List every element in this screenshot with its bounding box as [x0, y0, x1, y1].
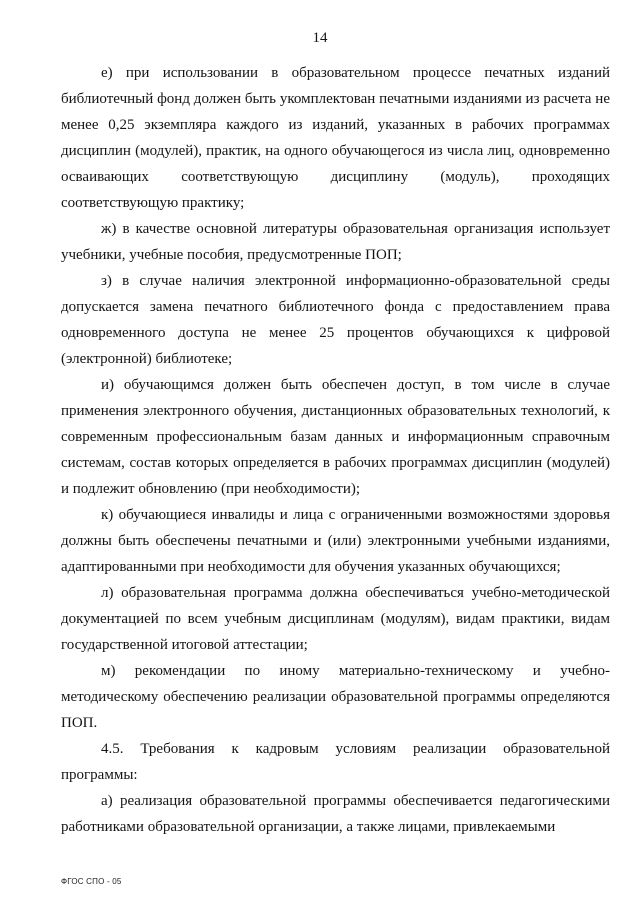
paragraph-i-database-access: и) обучающимся должен быть обеспечен доступ, в том числе в случае применения электронного обучения, дистанционных образовательных технологий, к современным профессиональным базам данных и информационным справочным системам, состав которых определяется в рабочих программах дисциплин (модулей) и подлежит обновлению (при необходимости); — [61, 377, 610, 497]
paragraph-a-staffing: а) реализация образовательной программы обеспечивается педагогическими работниками образовательной организации, а также лицами, привлекаемыми — [61, 793, 610, 835]
section-4-5-heading: 4.5. Требования к кадровым условиям реализации образовательной программы: — [61, 741, 610, 783]
paragraph-k-disabled-students: к) обучающиеся инвалиды и лица с ограниченными возможностями здоровья должны быть обеспечены печатными и (или) электронными учебными изданиями, адаптированными при необходимости для обучения указанных обучающихся; — [61, 507, 610, 575]
paragraph-l-methodical-docs: л) образовательная программа должна обеспечиваться учебно-методической документацией по всем учебным дисциплинам (модулям), видам практики, видам государственной итоговой аттестации; — [61, 585, 610, 653]
paragraph-e-library-fund: е) при использовании в образовательном процессе печатных изданий библиотечный фонд должен быть укомплектован печатными изданиями из расчета не менее 0,25 экземпляра каждого из изданий, указанных в рабочих программах дисциплин (модулей), практик, на одного обучающегося из числа лиц, одновременно осваивающих соответствующую дисциплину (модуль), проходящих соответствующую практику; — [61, 65, 610, 211]
paragraph-zh-main-literature: ж) в качестве основной литературы образовательная организация использует учебники, учебные пособия, предусмотренные ПОП; — [61, 221, 610, 263]
paragraph-m-recommendations: м) рекомендации по иному материально-техническому и учебно-методическому обеспечению реализации образовательной программы определяются ПОП. — [61, 663, 610, 731]
page-number: 14 — [312, 30, 328, 46]
document-body — [61, 60, 610, 840]
document-footer-code: ФГОС СПО - 05 — [61, 877, 122, 886]
paragraph-z-electronic-environment: з) в случае наличия электронной информационно-образовательной среды допускается замена печатного библиотечного фонда с предоставлением права одновременного доступа не менее 25 процентов обучающихся к цифровой (электронной) библиотеке; — [61, 273, 610, 367]
